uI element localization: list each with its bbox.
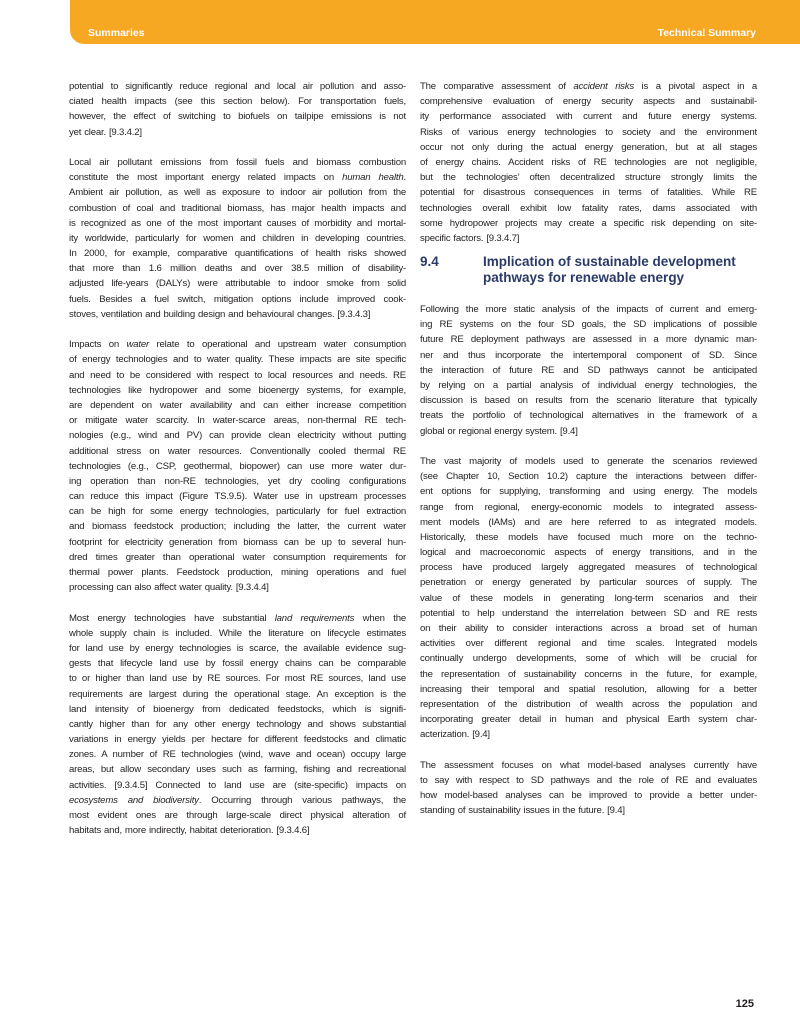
text-line: processing can also affect water quality. [9.3.4.4]	[69, 582, 269, 594]
left-column	[69, 79, 406, 838]
text-line: occur not only during the actual energy generation, but at all stages	[420, 141, 757, 153]
text-line: stoves, ventilation and building design and behavioural changes. [9.3.4.3]	[69, 308, 371, 320]
text-line: gests that lifecycle land use by fossil energy chains can be comparable	[69, 658, 406, 670]
text-line: ity worldwide, particularly for women and children in developing countries.	[69, 232, 406, 244]
header-left-label: Summaries	[88, 27, 145, 39]
text-line: of energy technologies and to water quality. These impacts are site specific	[69, 354, 406, 366]
text-line: process have produced largely aggregated measures of technological	[420, 562, 757, 574]
text-line: penetration or energy generated by particular sources of supply. The	[420, 577, 757, 589]
text-line: cantly higher than for any other energy technology and shows substantial	[69, 718, 406, 730]
text-line: activities. [9.3.4.5] Connected to land use are (site-specific) impacts on	[69, 779, 406, 791]
paragraph	[420, 758, 757, 819]
text-line: most evident ones are through large-scale direct physical alteration of	[69, 810, 406, 821]
text-line: however, the effect of switching to biofuels on tailpipe emissions is not	[69, 111, 406, 123]
text-line: requirements are largest during the operational stage. An exception is the	[69, 688, 406, 700]
text-line: are dependent on water availability and can either increase competition	[69, 399, 406, 411]
page-number: 125	[735, 998, 754, 1010]
text-line: range from regional, energy-economic models to integrated assess-	[420, 501, 757, 513]
text-line: the interaction of future RE and SD pathways cannot be anticipated	[420, 364, 757, 376]
text-line: but the technologies’ often decentralized structure strongly limits the	[420, 172, 757, 184]
text-line: ner and thus incorporate the intertemporal component of SD. Since	[420, 349, 757, 361]
text-line: continually undergo developments, some of which will be crucial for	[420, 653, 757, 665]
text-line: nologies (e.g., wind and PV) can provide clean electricity without putting	[69, 430, 406, 442]
paragraph	[420, 79, 757, 246]
section-heading	[420, 254, 757, 302]
text-line: by relying on a partial analysis of individual energy technologies, the	[420, 380, 757, 391]
text-line: activities over different regional and time scales. Integrated models	[420, 638, 757, 650]
text-line: discussion is based on results from the scenario literature that typically	[420, 395, 757, 407]
text-line: technologies (e.g., CSP, geothermal, biopower) can use more water dur-	[69, 460, 406, 472]
text-line: technologies like hydropower and some bioenergy systems, for example,	[69, 384, 406, 396]
text-line: to say with respect to SD pathways and the role of RE and evaluates	[420, 774, 757, 786]
text-line: The vast majority of models used to generate the scenarios reviewed	[420, 455, 757, 467]
section-title-line-2: pathways for renewable energy	[483, 269, 685, 285]
text-line: dred times greater than operational water consumption requirements for	[69, 551, 406, 563]
text-line: logical and macroeconomic aspects of energy transitions, and in the	[420, 547, 757, 559]
text-line: yet clear. [9.3.4.2]	[69, 126, 142, 138]
text-line: ing operation than non-RE technologies, yet dry cooling configurations	[69, 475, 406, 487]
section-title-line-1: Implication of sustainable development	[483, 254, 736, 270]
text-line: some hydropower projects may create a specific risk depending on site-	[420, 217, 757, 229]
text-line: thermal power plants. Feedstock production, mining operations and fuel	[69, 567, 406, 578]
text-line: constitute the most important energy related impacts on human health.	[69, 172, 406, 184]
text-line: zones. A number of RE technologies (wind, wave and ocean) occupy large	[69, 749, 406, 761]
text-line: on their ability to consider interactions across a broad set of human	[420, 623, 757, 634]
text-line: areas, but allow secondary uses such as farming, fishing and recreational	[69, 764, 406, 776]
text-line: (see Chapter 10, Section 10.2) capture the interactions between differ-	[420, 471, 757, 483]
text-line: the representation of sustainability concerns in the future, for example,	[420, 668, 757, 680]
text-line: combustion of coal and traditional biomass, has major health impacts and	[69, 202, 406, 214]
text-line: and biomass feedstock production; including the latter, the current water	[69, 521, 406, 533]
text-line: Impacts on water relate to operational and upstream water consumption	[69, 339, 406, 351]
text-line: fuels. Besides a fuel switch, mitigation options include improved cook-	[69, 293, 406, 305]
text-line: Local air pollutant emissions from fossil fuels and biomass combustion	[69, 156, 406, 168]
text-line: potential to significantly reduce regional and local air pollution and asso-	[69, 81, 406, 92]
right-column	[420, 79, 757, 818]
text-line: increasing their temporal and spatial resolution, allowing for a better	[420, 683, 757, 695]
text-line: treats the portfolio of technological alternatives in the framework of a	[420, 410, 757, 422]
text-line: or mitigate water scarcity. In water-scarce areas, non-thermal RE tech-	[69, 415, 406, 427]
paragraph	[420, 454, 757, 743]
text-line: potential to help understand the interrelation between SD and RE rests	[420, 607, 757, 619]
text-line: that more than 1.6 million deaths and over 38.5 million of disability-	[69, 263, 406, 275]
text-line: to or higher than land use by RE sources. For most RE sources, land use	[69, 673, 406, 685]
text-line: of energy chains. Accident risks of RE technologies are not negligible,	[420, 156, 757, 168]
text-line: global or regional energy system. [9.4]	[420, 425, 578, 437]
text-line: additional stress on water resources. Conventionally cooled thermal RE	[69, 445, 406, 457]
text-line: variations in energy yields per hectare for different feedstocks and climatic	[69, 734, 406, 746]
text-line: Most energy technologies have substantial land requirements when the	[69, 612, 407, 624]
paragraph	[69, 79, 406, 140]
paragraph	[69, 611, 406, 839]
text-line: ment models (IAMs) and are here referred to as integrated models.	[420, 516, 757, 528]
text-line: potential for disastrous consequences in terms of fatalities. While RE	[420, 187, 757, 199]
text-line: Ambient air pollution, as well as exposure to indoor air pollution from the	[69, 187, 406, 199]
text-line: ciated health impacts (see this section below). For transportation fuels,	[69, 96, 406, 108]
text-line: value of these models in generating long-term scenarios and their	[420, 592, 757, 604]
text-line: habitats and, more indirectly, habitat deterioration. [9.3.4.6]	[69, 825, 310, 837]
text-line: ecosystems and biodiversity. Occurring through various pathways, the	[69, 794, 406, 806]
text-line: land intensity of bioenergy from dedicated feedstocks, which is signifi-	[69, 703, 406, 715]
text-line: acterization. [9.4]	[420, 729, 490, 741]
paragraph	[69, 337, 406, 595]
text-line: ity performance associated with current and future energy systems.	[420, 111, 757, 123]
paragraph	[420, 302, 757, 439]
text-line: adjusted life-years (DALYs) were attributable to indoor smoke from solid	[69, 278, 406, 290]
text-line: Risks of various energy technologies to society and the environment	[420, 126, 757, 138]
text-line: representation of the distribution of wealth across the population and	[420, 698, 757, 710]
text-line: whole supply chain is included. While the literature on lifecycle estimates	[69, 627, 406, 639]
text-line: can reduce this impact (Figure TS.9.5). Water use in upstream processes	[69, 491, 406, 503]
text-line: ing RE systems on the four SD goals, the SD implications of possible	[420, 319, 757, 331]
text-line: and need to be considered with respect to local resources and needs. RE	[69, 369, 406, 381]
text-line: Historically, these models have focused much more on the techno-	[420, 531, 757, 543]
text-line: The assessment focuses on what model-based analyses currently have	[420, 759, 757, 771]
text-line: can be high for some energy technologies, particularly for fuel extraction	[69, 506, 406, 518]
text-line: is recognized as one of the most important causes of morbidity and mortal-	[69, 217, 406, 229]
text-line: technologies overall exhibit low fatality rates, dams associated with	[420, 202, 757, 214]
text-line: ent options for supplying, transforming and using energy. The models	[420, 486, 757, 498]
text-line: Following the more static analysis of the impacts of current and emerg-	[420, 304, 757, 316]
paragraph	[69, 155, 406, 322]
text-line: how model-based analyses can be improved to provide a better under-	[420, 790, 757, 802]
text-line: The comparative assessment of accident risks is a pivotal aspect in a	[420, 81, 757, 92]
header-bar	[70, 0, 800, 44]
text-line: footprint for electricity generation from biomass can be up to several hun-	[69, 536, 406, 548]
text-line: comprehensive evaluation of energy security aspects and sustainabil-	[420, 96, 757, 108]
text-line: future RE deployment pathways are assessed in a more dynamic man-	[420, 334, 757, 346]
section-number: 9.4	[420, 254, 439, 270]
text-line: specific factors. [9.3.4.7]	[420, 232, 520, 244]
text-line: In 2000, for example, comparative quantifications of health risks showed	[69, 248, 406, 260]
text-line: incorporating greater detail in human and physical Earth system char-	[420, 714, 757, 726]
header-right-label: Technical Summary	[657, 27, 756, 39]
text-line: standing of sustainability issues in the future. [9.4]	[420, 805, 625, 817]
text-line: for land use by energy technologies is scarce, the available evidence sug-	[69, 642, 406, 654]
